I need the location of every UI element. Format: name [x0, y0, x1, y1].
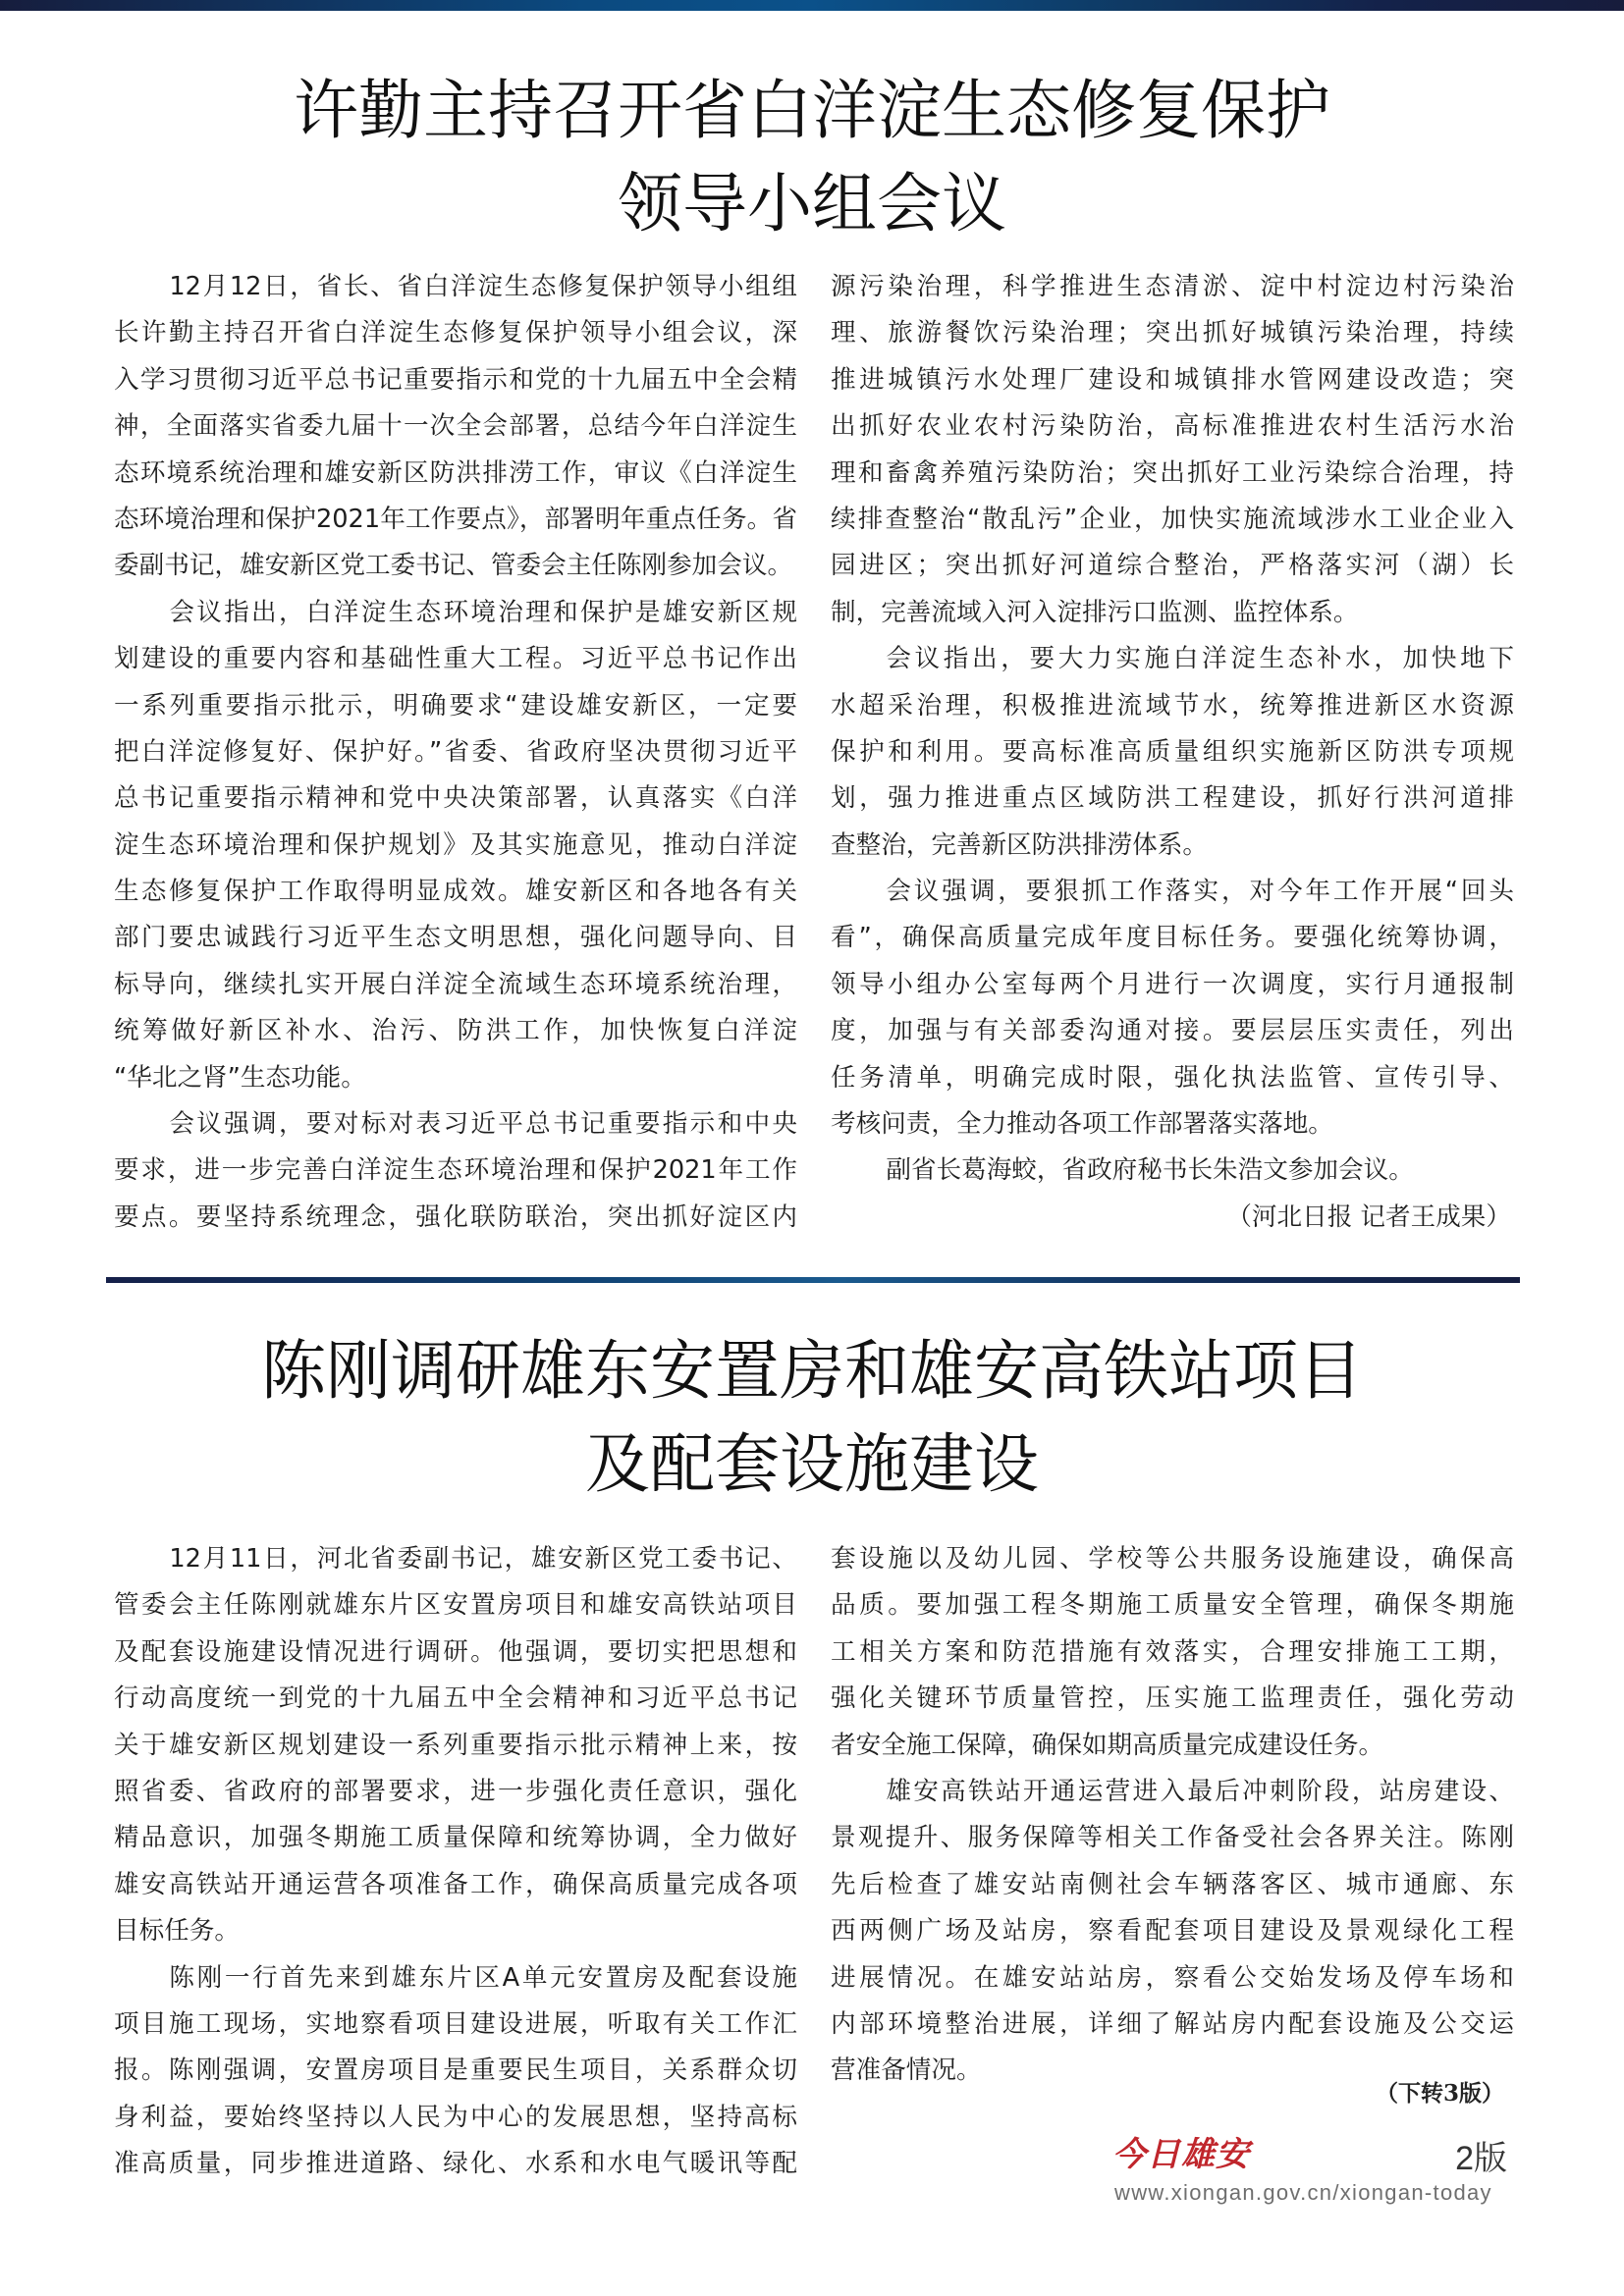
text-line: “华北之肾”生态功能。 [114, 1062, 366, 1093]
text-line: 长许勤主持召开省白洋淀生态修复保护领导小组会议，深 [114, 318, 797, 348]
article-byline: （河北日报 记者王成果） [1226, 1201, 1511, 1232]
text-line: 理、旅游餐饮污染治理；突出抓好城镇污染治理，持续 [831, 318, 1514, 348]
text-line: 委副书记，雄安新区党工委书记、管委会主任陈刚参加会议。 [114, 551, 793, 581]
text-line: 者安全施工保障，确保如期高质量完成建设任务。 [831, 1730, 1384, 1760]
text-line: 副省长葛海蛟，省政府秘书长朱浩文参加会议。 [886, 1155, 1414, 1186]
text-line: 任务清单，明确完成时限，强化执法监管、宣传引导、 [831, 1062, 1514, 1093]
text-line: 划，强力推进重点区域防洪工程建设，抓好行洪河道排 [831, 783, 1514, 814]
text-line: 先后检查了雄安站南侧社会车辆落客区、城市通廊、东 [831, 1869, 1514, 1899]
text-line: 入学习贯彻习近平总书记重要指示和党的十九届五中全会精 [114, 364, 797, 395]
text-line: 淀生态环境治理和保护规划》及其实施意见，推动白洋淀 [114, 829, 797, 860]
paragraph [114, 264, 797, 590]
text-line: 考核问责，全力推动各项工作部署落实落地。 [831, 1109, 1333, 1140]
page-edition-number: 2版 [1455, 2140, 1507, 2177]
text-line: 态环境治理和保护2021年工作要点》，部署明年重点任务。省 [114, 504, 797, 534]
text-line: 园进区；突出抓好河道综合整治，严格落实河（湖）长 [831, 551, 1514, 581]
text-line: 报。陈刚强调，安置房项目是重要民生项目，关系群众切 [114, 2056, 797, 2086]
text-line: 查整治，完善新区防洪排涝体系。 [831, 829, 1208, 860]
text-line: 及配套设施建设情况进行调研。他强调，要切实把思想和 [114, 1636, 797, 1667]
text-line: 项目施工现场，实地察看项目建设进展，听取有关工作汇 [114, 2008, 797, 2039]
text-line: 水超采治理，积极推进流域节水，统筹推进新区水资源 [831, 690, 1514, 721]
text-line: 度，加强与有关部委沟通对接。要层层压实责任，列出 [831, 1016, 1514, 1046]
text-line: 雄安高铁站开通运营进入最后冲刺阶段，站房建设、 [886, 1776, 1514, 1806]
paragraph [831, 869, 1514, 1148]
paragraph [114, 1101, 797, 1241]
text-line: 关于雄安新区规划建设一系列重要指示批示精神上来，按 [114, 1730, 797, 1760]
text-line: 12月12日，省长、省白洋淀生态修复保护领导小组组 [169, 272, 797, 301]
text-line: 部门要忠诚践行习近平生态文明思想，强化问题导向、目 [114, 923, 797, 953]
text-line: 精品意识，加强冬期施工质量保障和统筹协调，全力做好 [114, 1823, 797, 1853]
article-1-column-right [831, 264, 1514, 1241]
text-line: 工相关方案和防范措施有效落实，合理安排施工工期， [831, 1636, 1514, 1667]
paragraph [831, 1769, 1514, 2095]
text-line: 照省委、省政府的部署要求，进一步强化责任意识，强化 [114, 1776, 797, 1806]
paragraph [114, 1536, 797, 1955]
text-line: 12月11日，河北省委副书记，雄安新区党工委书记、 [169, 1544, 797, 1574]
section-divider [106, 1277, 1520, 1283]
paragraph-continuation [831, 264, 1514, 636]
text-line: 出抓好农业农村污染防治，高标准推进农村生活污水治 [831, 411, 1514, 442]
text-line: 理和畜禽养殖污染防治；突出抓好工业污染综合治理，持 [831, 457, 1514, 488]
header-color-bar [0, 0, 1624, 11]
text-line: 一系列重要指示批示，明确要求“建设雄安新区，一定要 [114, 690, 797, 721]
text-line: 会议指出，白洋淀生态环境治理和保护是雄安新区规 [169, 597, 797, 627]
paragraph [831, 636, 1514, 869]
text-line: 套设施以及幼儿园、学校等公共服务设施建设，确保高 [831, 1544, 1514, 1574]
article-2-column-left [114, 1536, 797, 2187]
text-line: 进展情况。在雄安站站房，察看公交始发场及停车场和 [831, 1962, 1514, 1993]
headline-line: 许勤主持召开省白洋淀生态修复保护 [294, 73, 1330, 148]
article-2-headline [0, 1324, 1624, 1511]
headline-line: 陈刚调研雄东安置房和雄安高铁站项目 [261, 1333, 1363, 1409]
text-line: 统筹做好新区补水、治污、防洪工作，加快恢复白洋淀 [114, 1016, 797, 1046]
headline-line: 及配套设施建设 [585, 1426, 1039, 1502]
text-line: 品质。要加强工程冬期施工质量安全管理，确保冬期施 [831, 1590, 1514, 1621]
article-1-column-left [114, 264, 797, 1241]
paragraph [114, 1955, 797, 2188]
text-line: 陈刚一行首先来到雄东片区A单元安置房及配套设施 [169, 1962, 797, 1993]
text-line: 推进城镇污水处理厂建设和城镇排水管网建设改造；突 [831, 364, 1514, 395]
text-line: 制，完善流域入河入淀排污口监测、监控体系。 [831, 597, 1359, 627]
text-line: 要点。要坚持系统理念，强化联防联治，突出抓好淀区内 [114, 1201, 797, 1232]
text-line: 把白洋淀修复好、保护好。”省委、省政府坚决贯彻习近平 [114, 736, 797, 767]
text-line: 续排查整治“散乱污”企业，加快实施流域涉水工业企业入 [831, 504, 1514, 534]
text-line: 看”，确保高质量完成年度目标任务。要强化统筹协调， [831, 923, 1514, 953]
text-line: 神，全面落实省委九届十一次全会部署，总结今年白洋淀生 [114, 411, 797, 442]
headline-line: 领导小组会议 [618, 166, 1006, 241]
text-line: 景观提升、服务保障等相关工作备受社会各界关注。陈刚 [831, 1823, 1514, 1853]
text-line: 要求，进一步完善白洋淀生态环境治理和保护2021年工作 [114, 1155, 797, 1186]
publication-url: www.xiongan.gov.cn/xiongan-today [1114, 2180, 1492, 2205]
paragraph-continuation [831, 1536, 1514, 1769]
paragraph [831, 1148, 1514, 1194]
text-line: 保护和利用。要高标准高质量组织实施新区防洪专项规 [831, 736, 1514, 767]
text-line: 生态修复保护工作取得明显成效。雄安新区和各地各有关 [114, 877, 797, 907]
text-line: 行动高度统一到党的十九届五中全会精神和习近平总书记 [114, 1683, 797, 1714]
text-line: 内部环境整治进展，详细了解站房内配套设施及公交运 [831, 2008, 1514, 2039]
text-line: 划建设的重要内容和基础性重大工程。习近平总书记作出 [114, 644, 797, 674]
paragraph [114, 590, 797, 1101]
text-line: 会议强调，要对标对表习近平总书记重要指示和中央 [169, 1109, 797, 1140]
text-line: 营准备情况。 [831, 2056, 982, 2086]
text-line: 管委会主任陈刚就雄东片区安置房项目和雄安高铁站项目 [114, 1590, 797, 1621]
article-1-headline [0, 64, 1624, 250]
text-line: 总书记重要指示精神和党中央决策部署，认真落实《白洋 [114, 783, 797, 814]
text-line: 准高质量，同步推进道路、绿化、水系和水电气暖讯等配 [114, 2149, 797, 2179]
publication-logo: 今日雄安 [1112, 2135, 1250, 2174]
text-line: 身利益，要始终坚持以人民为中心的发展思想，坚持高标 [114, 2102, 797, 2132]
text-line: 态环境系统治理和雄安新区防洪排涝工作，审议《白洋淀生 [114, 457, 797, 488]
text-line: 雄安高铁站开通运营各项准备工作，确保高质量完成各项 [114, 1869, 797, 1899]
continued-on-page-note: （下转3版） [1375, 2080, 1504, 2107]
text-line: 源污染治理，科学推进生态清淤、淀中村淀边村污染治 [831, 272, 1514, 301]
text-line: 领导小组办公室每两个月进行一次调度，实行月通报制 [831, 969, 1514, 999]
text-line: 目标任务。 [114, 1916, 240, 1947]
text-line: 标导向，继续扎实开展白洋淀全流域生态环境系统治理， [114, 969, 797, 999]
article-2-column-right [831, 1536, 1514, 2095]
text-line: 会议指出，要大力实施白洋淀生态补水，加快地下 [886, 644, 1514, 674]
text-line: 强化关键环节质量管控，压实施工监理责任，强化劳动 [831, 1683, 1514, 1714]
text-line: 西两侧广场及站房，察看配套项目建设及景观绿化工程 [831, 1916, 1514, 1947]
text-line: 会议强调，要狠抓工作落实，对今年工作开展“回头 [886, 877, 1514, 907]
